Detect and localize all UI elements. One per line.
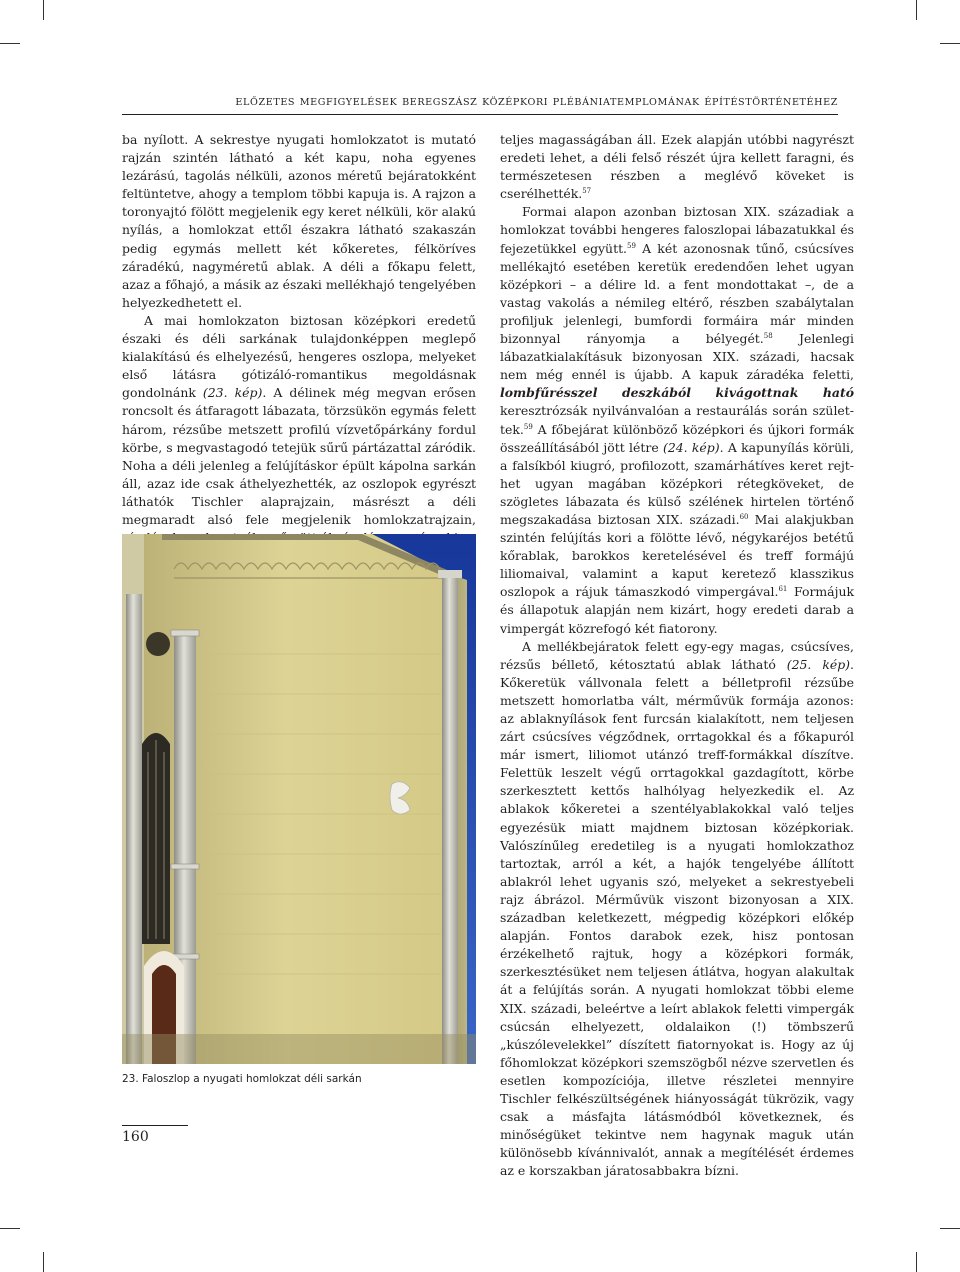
corner-column-cap: [438, 570, 462, 578]
folio-rule: [122, 1125, 188, 1126]
running-header: ELŐZETES MEGFIGYELÉSEK BEREGSZÁSZ KÖZÉPKORI PLÉBÁNIATEMPLOMÁNAK ÉPÍTÉSTÖRTÉNETÉHEZ: [235, 97, 838, 108]
crop-mark-top-left-h: [0, 43, 20, 44]
footnote-ref: 59: [523, 422, 533, 431]
text-run: . A délinek még megvan erősen roncsolt és átfaragott lábazata, törzsükön egymás felett három, rézsűbe metszett profilú vízvetőpárkány fordul körbe, s megvastagodó tetejük sűrű pártázattal záródik. Noha a déli jelenleg a felújításkor épült kápolna sarkán áll, azaz ide csak áthelyezhették, az oszlopok egyrészt láthatók Tischler alaprajzain, másrészt a déli megmaradt alsó fele megjelenik homlokzatrajzain,: [122, 385, 476, 527]
footnote-ref: 60: [739, 512, 749, 521]
crop-mark-bottom-left-v: [43, 1252, 44, 1272]
figure-photo-church-corner: [122, 534, 476, 1064]
text-run: (25. kép): [786, 656, 851, 672]
crop-mark-bottom-right-h: [940, 1228, 960, 1229]
header-rule: [122, 114, 838, 115]
text-run: Formai alapon azonban biztosan XIX. századiak a homlokzat további hengeres faloszlopai lábazatukkal és fejezetükkel együtt.: [500, 204, 854, 256]
paragraph: [500, 203, 854, 637]
footnote-ref: 61: [778, 585, 788, 594]
text-run: (23. kép): [202, 385, 263, 401]
text-run: teljes magasságában áll. Ezek alapján utóbbi nagyrészt eredeti lehet, a déli felső részét újra kellett faragni, és természetesen részben a meglévő köveket is cserélhették.: [500, 132, 854, 202]
left-column: [126, 594, 142, 1064]
paragraph: [500, 131, 854, 203]
rose-window: [146, 632, 170, 656]
paragraph: [500, 638, 854, 1181]
text-run: keresztrózsák nyilvánvalóan a restaurálás során születtek.: [500, 403, 854, 437]
corner-column: [442, 574, 458, 1064]
crop-mark-bottom-left-h: [0, 1228, 20, 1229]
footnote-ref: 57: [582, 187, 592, 196]
text-run: Mai alakjukban szintén felújítás kori a fölötte lévő, négykaréjos betétű kőrablak, barokkos keretelésével és treff formájú liliomaival, valamint a kaput keretező klasszikus oszlopok a rájuk támaszkodó vimpergával.: [500, 511, 855, 600]
figure-caption: 23. Faloszlop a nyugati homlokzat déli sarkán: [122, 1073, 362, 1085]
text-run: A két azonosnak tűnő, csúcsíves mellékajtó esetében keretük eredendően lehet ugyan középkori – a délire ld. a fent mondottakat –, de a vastag vakolás a némileg eltérő, részben szabálytalan profiljuk jelenlegi, bumfordi formáira már minden bizonnyal rányomja a bélyegét.: [500, 240, 854, 347]
text-run: (24. kép): [662, 439, 720, 455]
text-run: Jelenlegi lábazatkialakításuk bizonyosan XIX. századi, hacsak nem még ennél is újabb. A kapuk záradéka feletti,: [500, 331, 854, 383]
crop-mark-top-right-h: [940, 43, 960, 44]
footnote-ref: 58: [763, 331, 773, 340]
footnote-ref: 59: [627, 241, 636, 250]
paragraph: [122, 312, 476, 547]
text-run: A főbejárat különböző középkori és újkori formák összeállításából jött létre: [500, 421, 854, 455]
ground-shadow: [122, 1034, 476, 1064]
left-text-column: [122, 131, 476, 547]
text-run: . Kőkeretük vállvonala felett a bélletprofil rézsűbe metszett homorlatba vált, mérművük formája azonos: az ablaknyílások fent furcsán kialakított, nem teljesen zárt csúcsíves végződnek, orrtagokkal és a főkapuról már ismert, liliomot utánzó treff-formákkal díszítve. Felettük leszelt végű orrtagokkal gazdagított, körbe szerkesztett kettős halhólyag helyezkedik el. Az ablakok kőkeretei a szentélyablakokkal való teljes egyezésük miatt majdnem biztosan középkoriak. Valószínűleg eredetileg is a nyugati homlokzathoz tartoztak, arról a két, a hajók tengelyébe állított ablakról lehet ugyanis szó, melyeket a sekrestyebeli rajz ábrázol. Mérművük viszont bizonyosan a XIX. században keletkezett, mégpedig középkori előkép alapján. Fontos darabok ezek, hisz pontosan érzékelhető rajtuk, hogy a középkori formák, szerkesztésüket nem teljesen átlátva, hogyan alakultak át a felújítás során. A nyugati homlokzat többi eleme XIX. századi, beleértve a leírt ablakok feletti vimpergák csúcsán elhelyezett, oldalaikon (!) tömbszerű „kúszólevelekkel” díszített fiatornyokat is. Hogy az új főhomlokzat középkori szemszögből nézve szervetlen és esetlen kompozíciója, illetve részletei mennyire Tischler felkészültségének hiányosságát tükrözik, vagy csak a másfajta látásmódból következnek, és minőségüket tekintve nem hagynak maguk után különösebb kívánnivalót, annak a megítélését érdemes az e korszakban járatosabbakra bízni.: [500, 656, 854, 1179]
text-run: A mai homlokzaton biztosan középkori eredetű északi és déli sarkának tulajdonképpen meglepő kialakítású és elhelyezésű, hengeres oszlopa, melyeket első látásra gótizáló-romantikus megoldásnak gondolnánk: [122, 312, 476, 401]
text-run: A mellékbejáratok felett egy-egy magas, csúcsíves, rézsűs béllető, kétosztatú ablak látható: [500, 638, 854, 672]
text-run: ba nyílott. A sekrestye nyugati homlokzatot is mutató rajzán szintén látható a két kapu, noha egyenes lezárású, tagolás nélküli, azonos méretű bejáratokként feltüntetve, ahogy a templom többi kapuja is. A rajzon a toronyajtó fölött megjelenik egy keret nélküli, kör alakú nyílás, a homlokzat ettől északra látható szakaszán pedig egymás mellett két kőkeretes, félköríves záradékú, nagyméretű ablak. A déli a főkapu felett, azaz a főhajó, a másik az északi mellékhajó tengelyében helyezkedhetett el.: [122, 132, 476, 310]
crop-mark-bottom-right-v: [916, 1252, 917, 1272]
text-run: Formájuk és állapotuk alapján nem kizárt, hogy eredeti darab a vimpergát közrefogó két fiatorony.: [500, 584, 855, 636]
text-run: . A kapunyílás körüli, a falsíkból kiugró, profilozott, szamárhátíves keret rejthet ugyan magában középkori rétegköveket, de szögletes lábazata és külső szélének hirtelen történő megszakadása biztosan XIX. századi.: [500, 439, 854, 527]
right-text-column: [500, 131, 854, 1180]
paragraph: [122, 131, 476, 312]
crop-mark-top-left-v: [43, 0, 44, 20]
crop-mark-top-right-v: [916, 0, 917, 20]
page-number: 160: [122, 1129, 149, 1145]
text-run: lombfűrésszel deszkából kivágottnak ható: [500, 385, 854, 401]
